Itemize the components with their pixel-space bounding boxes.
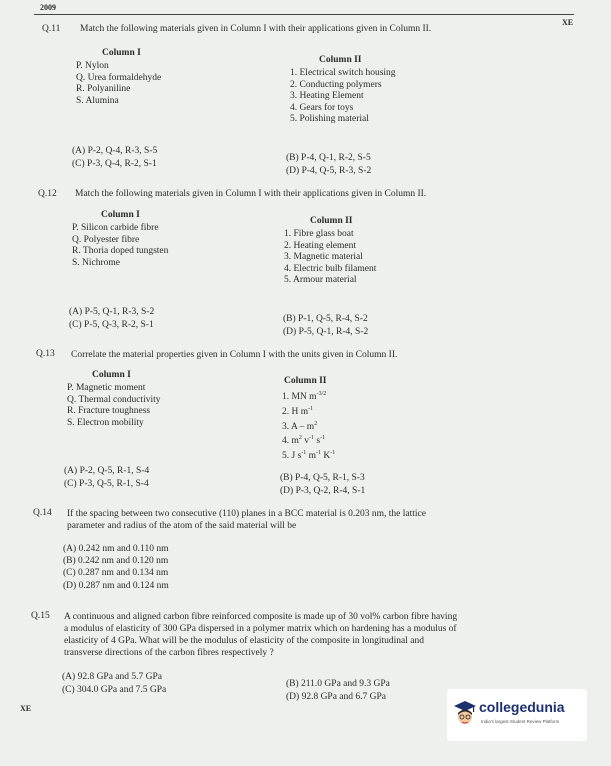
q14-option-d: (D) 0.287 nm and 0.124 nm xyxy=(63,580,169,591)
q11-col2-title: Column II xyxy=(319,55,362,65)
q13-option-b: (B) P-4, Q-5, R-1, S-3 xyxy=(280,473,365,483)
list-item: S. Nichrome xyxy=(72,257,121,268)
q14-options xyxy=(63,543,169,592)
q11-option-d: (D) P-4, Q-5, R-3, S-2 xyxy=(286,166,372,176)
list-item: 1. Fibre glass boat xyxy=(284,229,354,239)
q13-option-a: (A) P-2, Q-5, R-1, S-4 xyxy=(64,466,150,476)
list-item: 5. J $s^{-1}$ $m^{-1}$ $K^{-1}$ xyxy=(282,450,336,462)
q15-text-line1: A continuous and aligned carbon fibre reinforced composite is made up of 30 vol% carbon fibre having xyxy=(64,612,458,622)
q14-text-line2: parameter and radius of the atom of the said material will be xyxy=(67,521,297,531)
q14-option-b: (B) 0.242 nm and 0.120 nm xyxy=(63,556,169,567)
q13-col2-list xyxy=(282,389,335,463)
q15-text-line3: elasticity of 4 GPa. What will be the modulus of elasticity of the composite in longitudinal and xyxy=(64,636,424,646)
list-item: 3. Heating Element xyxy=(290,91,364,102)
q13-option-d: (D) P-3, Q-2, R-4, S-1 xyxy=(280,486,366,496)
brand-tagline: India's largest Student Review Platform xyxy=(481,719,560,724)
list-item: 4. Electric bulb filament xyxy=(284,263,377,274)
q12-option-b: (B) P-1, Q-5, R-4, S-2 xyxy=(283,314,368,324)
list-item: Q. Urea formaldehyde xyxy=(76,72,162,83)
brand-name: collegedunia xyxy=(479,699,565,715)
q12-option-c: (C) P-5, Q-3, R-2, S-1 xyxy=(69,320,154,330)
list-item: 2. H $m^{-1}$ xyxy=(282,405,314,417)
q11-col1-title: Column I xyxy=(102,48,141,58)
list-item: 2. Heating element xyxy=(284,240,357,251)
list-item: S. Alumina xyxy=(76,95,119,106)
q11-option-b: (B) P-4, Q-1, R-2, S-5 xyxy=(286,153,371,163)
list-item: R. Polyaniline xyxy=(76,84,131,95)
q11-text: Match the following materials given in Column I with their applications given in Column II. xyxy=(80,24,432,34)
q11-col2-list xyxy=(290,68,396,126)
list-item: Q. Thermal conductivity xyxy=(67,394,161,405)
q11-option-a: (A) P-2, Q-4, R-3, S-5 xyxy=(72,146,158,156)
q12-col2-list xyxy=(284,229,376,287)
q12-option-d: (D) P-5, Q-1, R-4, S-2 xyxy=(283,327,369,337)
list-item: 1. Electrical switch housing xyxy=(290,68,396,78)
q15-number: Q.15 xyxy=(31,611,50,621)
header-year: 2009 xyxy=(40,3,56,12)
q11-col1-list xyxy=(76,61,161,107)
list-item: 3. A – $m^2$ xyxy=(282,420,318,432)
q11-option-c: (C) P-3, Q-4, R-2, S-1 xyxy=(72,159,157,169)
list-item: 5. Polishing material xyxy=(290,114,369,125)
q15-text-line2: a modulus of elasticity of 300 GPa dispersed in a polymer matrix which on hardening has a modulus of xyxy=(64,624,457,634)
q12-col1-title: Column I xyxy=(101,210,140,220)
q13-col1-title: Column I xyxy=(92,370,131,380)
q12-col2-title: Column II xyxy=(310,216,353,226)
list-item: P. Magnetic moment xyxy=(67,383,146,393)
list-item: P. Nylon xyxy=(76,61,109,71)
q15-option-b: (B) 211.0 GPa and 9.3 GPa xyxy=(286,679,390,689)
list-item: P. Silicon carbide fibre xyxy=(72,223,159,233)
q15-option-a: (A) 92.8 GPa and 5.7 GPa xyxy=(62,672,163,682)
q12-col1-list xyxy=(72,223,168,269)
q12-text: Match the following materials given in Column I with their applications given in Column II. xyxy=(75,189,427,199)
q14-option-c: (C) 0.287 nm and 0.134 nm xyxy=(63,568,169,579)
q13-col1-list xyxy=(67,383,160,429)
q13-number: Q.13 xyxy=(36,349,55,359)
q11-number: Q.11 xyxy=(42,24,61,34)
list-item: 2. Conducting polymers xyxy=(290,79,382,90)
q14-number: Q.14 xyxy=(33,508,52,518)
list-item: 4. Gears for toys xyxy=(290,102,354,113)
q14-option-a: (A) 0.242 nm and 0.110 nm xyxy=(63,544,169,554)
q12-option-a: (A) P-5, Q-1, R-3, S-2 xyxy=(69,307,155,317)
collegedunia-watermark xyxy=(447,689,587,741)
q14-text-line1: If the spacing between two consecutive (110) planes in a BCC material is 0.203 nm, the lattice xyxy=(67,509,426,519)
list-item: Q. Polyester fibre xyxy=(72,234,140,245)
list-item: 4. $m^2$ $v^{-1}$ $s^{-1}$ xyxy=(282,435,326,447)
q15-text-line4: transverse directions of the carbon fibres respectively ? xyxy=(64,648,274,658)
q12-number: Q.12 xyxy=(38,189,57,199)
list-item: S. Electron mobility xyxy=(67,417,144,428)
list-item: R. Fracture toughness xyxy=(67,406,151,417)
list-item: R. Thoria doped tungsten xyxy=(72,246,169,257)
q13-text: Correlate the material properties given in Column I with the units given in Column II. xyxy=(71,350,398,360)
list-item: 3. Magnetic material xyxy=(284,252,363,263)
list-item: 1. MN $m^{-3/2}$ xyxy=(282,391,327,403)
header-rule xyxy=(34,14,574,15)
graduate-logo-icon xyxy=(453,699,477,729)
footer-code: XE xyxy=(20,704,32,713)
list-item: 5. Armour material xyxy=(284,275,357,286)
q15-option-d: (D) 92.8 GPa and 6.7 GPa xyxy=(286,692,387,702)
q15-option-c: (C) 304.0 GPa and 7.5 GPa xyxy=(62,685,167,695)
header-code: XE xyxy=(562,18,574,27)
q13-option-c: (C) P-3, Q-5, R-1, S-4 xyxy=(64,479,149,489)
q13-col2-title: Column II xyxy=(284,376,327,386)
